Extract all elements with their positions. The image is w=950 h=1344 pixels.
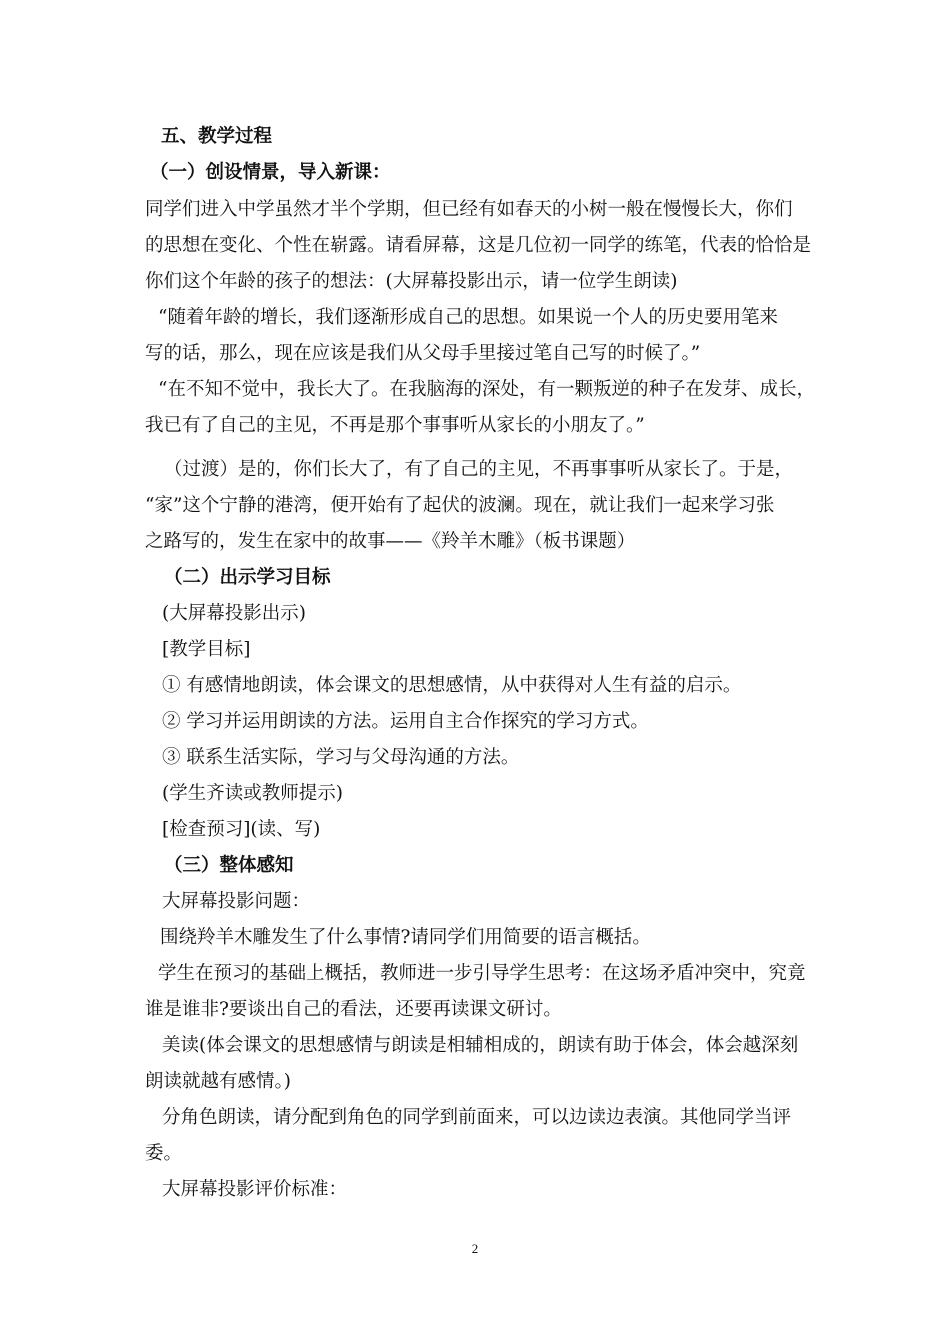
paragraph-line: [教学目标] <box>162 639 251 660</box>
goal-item: ① 有感情地朗读，体会课文的思想感情，从中获得对人生有益的启示。 <box>162 675 742 696</box>
paragraph-line: 朗读就越有感情。) <box>145 1071 291 1092</box>
paragraph-line: 围绕羚羊木雕发生了什么事情?请同学们用简要的语言概括。 <box>160 927 651 948</box>
subsection-heading: （二）出示学习目标 <box>164 567 331 588</box>
section-heading: 五、教学过程 <box>161 126 273 147</box>
quote-line: 写的话，那么，现在应该是我们从父母手里接过笔自己写的时候了。” <box>145 343 701 364</box>
paragraph-line: 委。 <box>145 1143 183 1164</box>
paragraph-line: (学生齐读或教师提示) <box>162 783 343 804</box>
quote-line: “在不知不觉中，我长大了。在我脑海的深处，有一颗叛逆的种子在发芽、成长， <box>158 379 815 400</box>
paragraph-line: 大屏幕投影评价标准： <box>162 1179 348 1200</box>
paragraph-line: (大屏幕投影出示) <box>162 603 306 624</box>
paragraph-line: 大屏幕投影问题： <box>162 891 311 912</box>
goal-item: ② 学习并运用朗读的方法。运用自主合作探究的学习方式。 <box>162 711 649 732</box>
paragraph-line: 分角色朗读，请分配到角色的同学到前面来，可以边读边表演。其他同学当评 <box>162 1107 792 1128</box>
paragraph-line: 同学们进入中学虽然才半个学期，但已经有如春天的小树一般在慢慢长大，你们 <box>145 199 793 220</box>
paragraph-line: [检查预习](读、写) <box>162 819 321 840</box>
quote-line: “随着年龄的增长，我们逐渐形成自己的思想。如果说一个人的历史要用笔来 <box>158 307 778 328</box>
goal-item: ③ 联系生活实际，学习与父母沟通的方法。 <box>162 747 520 768</box>
paragraph-line: 你们这个年龄的孩子的想法：(大屏幕投影出示，请一位学生朗读) <box>145 271 678 292</box>
paragraph-line: 之路写的，发生在家中的故事——《羚羊木雕》（板书课题） <box>145 531 636 552</box>
paragraph-line: “家”这个宁静的港湾，便开始有了起伏的波澜。现在，就让我们一起来学习张 <box>145 495 775 516</box>
page-number: 2 <box>471 1241 479 1256</box>
quote-line: 我已有了自己的主见，不再是那个事事听从家长的小朋友了。” <box>145 415 645 436</box>
paragraph-line: 谁是谁非?要谈出自己的看法，还要再读课文研讨。 <box>145 999 562 1020</box>
paragraph-line: 学生在预习的基础上概括，教师进一步引导学生思考：在这场矛盾冲突中，究竟 <box>158 963 806 984</box>
paragraph-line: 美读(体会课文的思想感情与朗读是相辅相成的，朗读有助于体会，体会越深刻 <box>162 1035 799 1056</box>
paragraph-line: （过渡）是的，你们长大了，有了自己的主见，不再事事听从家长了。于是， <box>164 459 794 480</box>
subsection-heading: （三）整体感知 <box>164 855 294 876</box>
paragraph-line: 的思想在变化、个性在崭露。请看屏幕，这是几位初一同学的练笔，代表的恰恰是 <box>145 235 812 256</box>
subsection-heading: （一）创设情景，导入新课： <box>150 162 391 183</box>
